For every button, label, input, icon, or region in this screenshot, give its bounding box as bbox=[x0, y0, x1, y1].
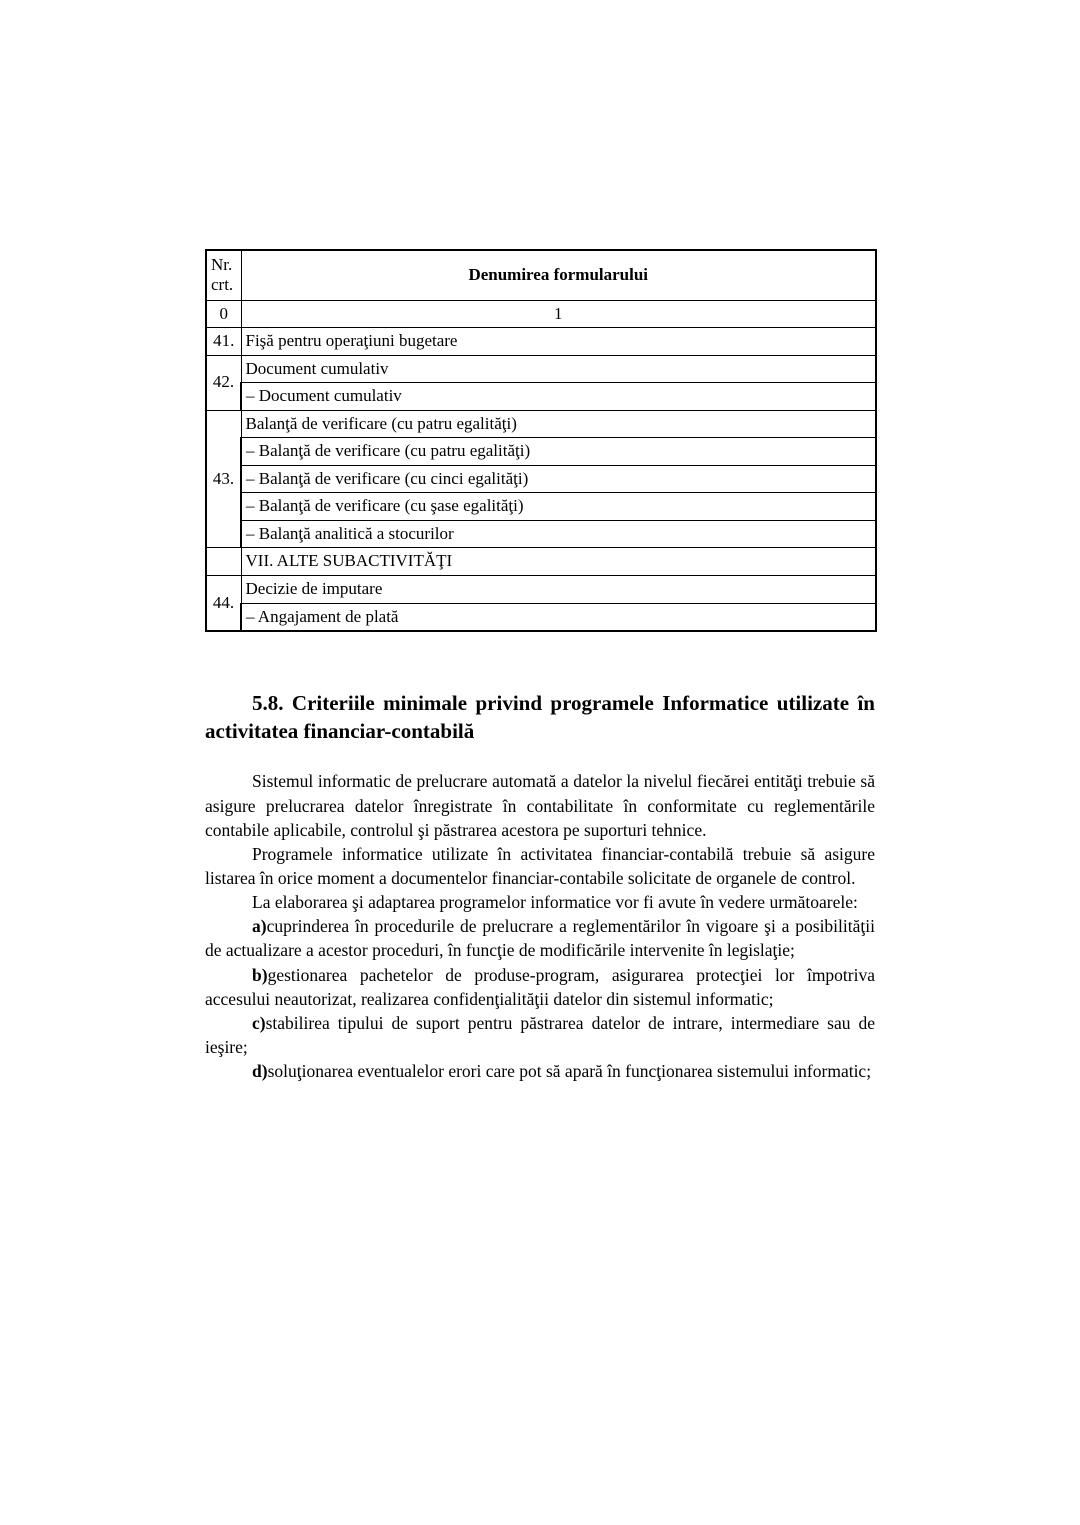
row-form-name: Document cumulativ bbox=[241, 355, 876, 383]
row-form-name: Decizie de imputare bbox=[241, 575, 876, 603]
column-header-number bbox=[206, 250, 241, 300]
row-form-name: – Balanţă de verificare (cu cinci egalităţi) bbox=[241, 465, 876, 493]
list-item-text: cuprinderea în procedurile de prelucrare a reglementărilor în vigoare şi a posibilităţii de actualizare a acestor proceduri, în funcţie de modificările intervenite în legislaţie; bbox=[205, 916, 875, 961]
column-header-number-line1: Nr. bbox=[211, 255, 233, 275]
section-heading: 5.8. Criteriile minimale privind programele Informatice utilizate în activitatea financiar-contabilă bbox=[205, 691, 875, 743]
column-header-number-line2: crt. bbox=[211, 274, 234, 294]
list-item-text: soluţionarea eventualelor erori care pot să apară în funcţionarea sistemului informatic; bbox=[267, 1061, 872, 1082]
list-item bbox=[205, 1011, 875, 1059]
table-row bbox=[206, 575, 876, 603]
list-item-marker: a) bbox=[252, 916, 267, 937]
forms-table bbox=[205, 249, 877, 632]
forms-table-container bbox=[205, 249, 875, 632]
list-item-text: gestionarea pachetelor de produse-program, asigurarea protecţiei lor împotriva accesului neautorizat, realizarea confidenţialităţii datelor din sistemul informatic; bbox=[205, 964, 875, 1009]
row-form-name: Balanţă de verificare (cu patru egalităţi) bbox=[241, 410, 876, 438]
row-form-name: – Balanţă de verificare (cu şase egalităţi) bbox=[241, 493, 876, 521]
table-row bbox=[206, 603, 876, 631]
table-row bbox=[206, 328, 876, 356]
list-item-text: stabilirea tipului de suport pentru păstrarea datelor de intrare, intermediare sau de ieşire; bbox=[205, 1012, 875, 1057]
row-number bbox=[206, 548, 241, 576]
table-row bbox=[206, 355, 876, 383]
row-number: 41. bbox=[206, 328, 241, 356]
row-number: 42. bbox=[206, 355, 241, 410]
table-row bbox=[206, 465, 876, 493]
table-index-row bbox=[206, 300, 876, 328]
row-number: 43. bbox=[206, 410, 241, 548]
paragraph-lead-in: La elaborarea şi adaptarea programelor informatice vor fi avute în vedere următoarele: bbox=[252, 892, 858, 913]
row-number: 44. bbox=[206, 575, 241, 631]
list-item bbox=[205, 1059, 875, 1083]
list-item bbox=[205, 963, 875, 1011]
paragraph-listing: Programele informatice utilizate în activitatea financiar-contabilă trebuie să asigure listarea în orice moment a documentelor financiar-contabile solicitate de organele de control. bbox=[205, 843, 875, 888]
list-item bbox=[205, 914, 875, 962]
table-section-row bbox=[206, 548, 876, 576]
column-index-name: 1 bbox=[241, 300, 876, 328]
column-index-number: 0 bbox=[206, 300, 241, 328]
table-header-row bbox=[206, 250, 876, 300]
row-form-name: – Document cumulativ bbox=[241, 383, 876, 411]
row-form-name: – Balanţă de verificare (cu patru egalităţi) bbox=[241, 438, 876, 466]
table-row bbox=[206, 520, 876, 548]
table-row bbox=[206, 383, 876, 411]
list-item-marker: d) bbox=[252, 1061, 268, 1082]
table-row bbox=[206, 438, 876, 466]
document-body bbox=[205, 690, 875, 1083]
column-header-name: Denumirea formularului bbox=[241, 250, 876, 300]
row-form-name: – Angajament de plată bbox=[241, 603, 876, 631]
section-heading-cell: VII. ALTE SUBACTIVITĂŢI bbox=[241, 548, 876, 576]
list-item-marker: c) bbox=[252, 1012, 266, 1033]
row-form-name: Fişă pentru operaţiuni bugetare bbox=[241, 328, 876, 356]
table-row bbox=[206, 410, 876, 438]
table-row bbox=[206, 493, 876, 521]
paragraph-intro: Sistemul informatic de prelucrare automată a datelor la nivelul fiecărei entităţi trebuie să asigure prelucrarea datelor înregistrate în contabilitate în conformitate cu reglementările contabile aplicabile, controlul şi păstrarea acestora pe suporturi tehnice. bbox=[205, 771, 875, 840]
row-form-name: – Balanţă analitică a stocurilor bbox=[241, 520, 876, 548]
list-item-marker: b) bbox=[252, 964, 268, 985]
